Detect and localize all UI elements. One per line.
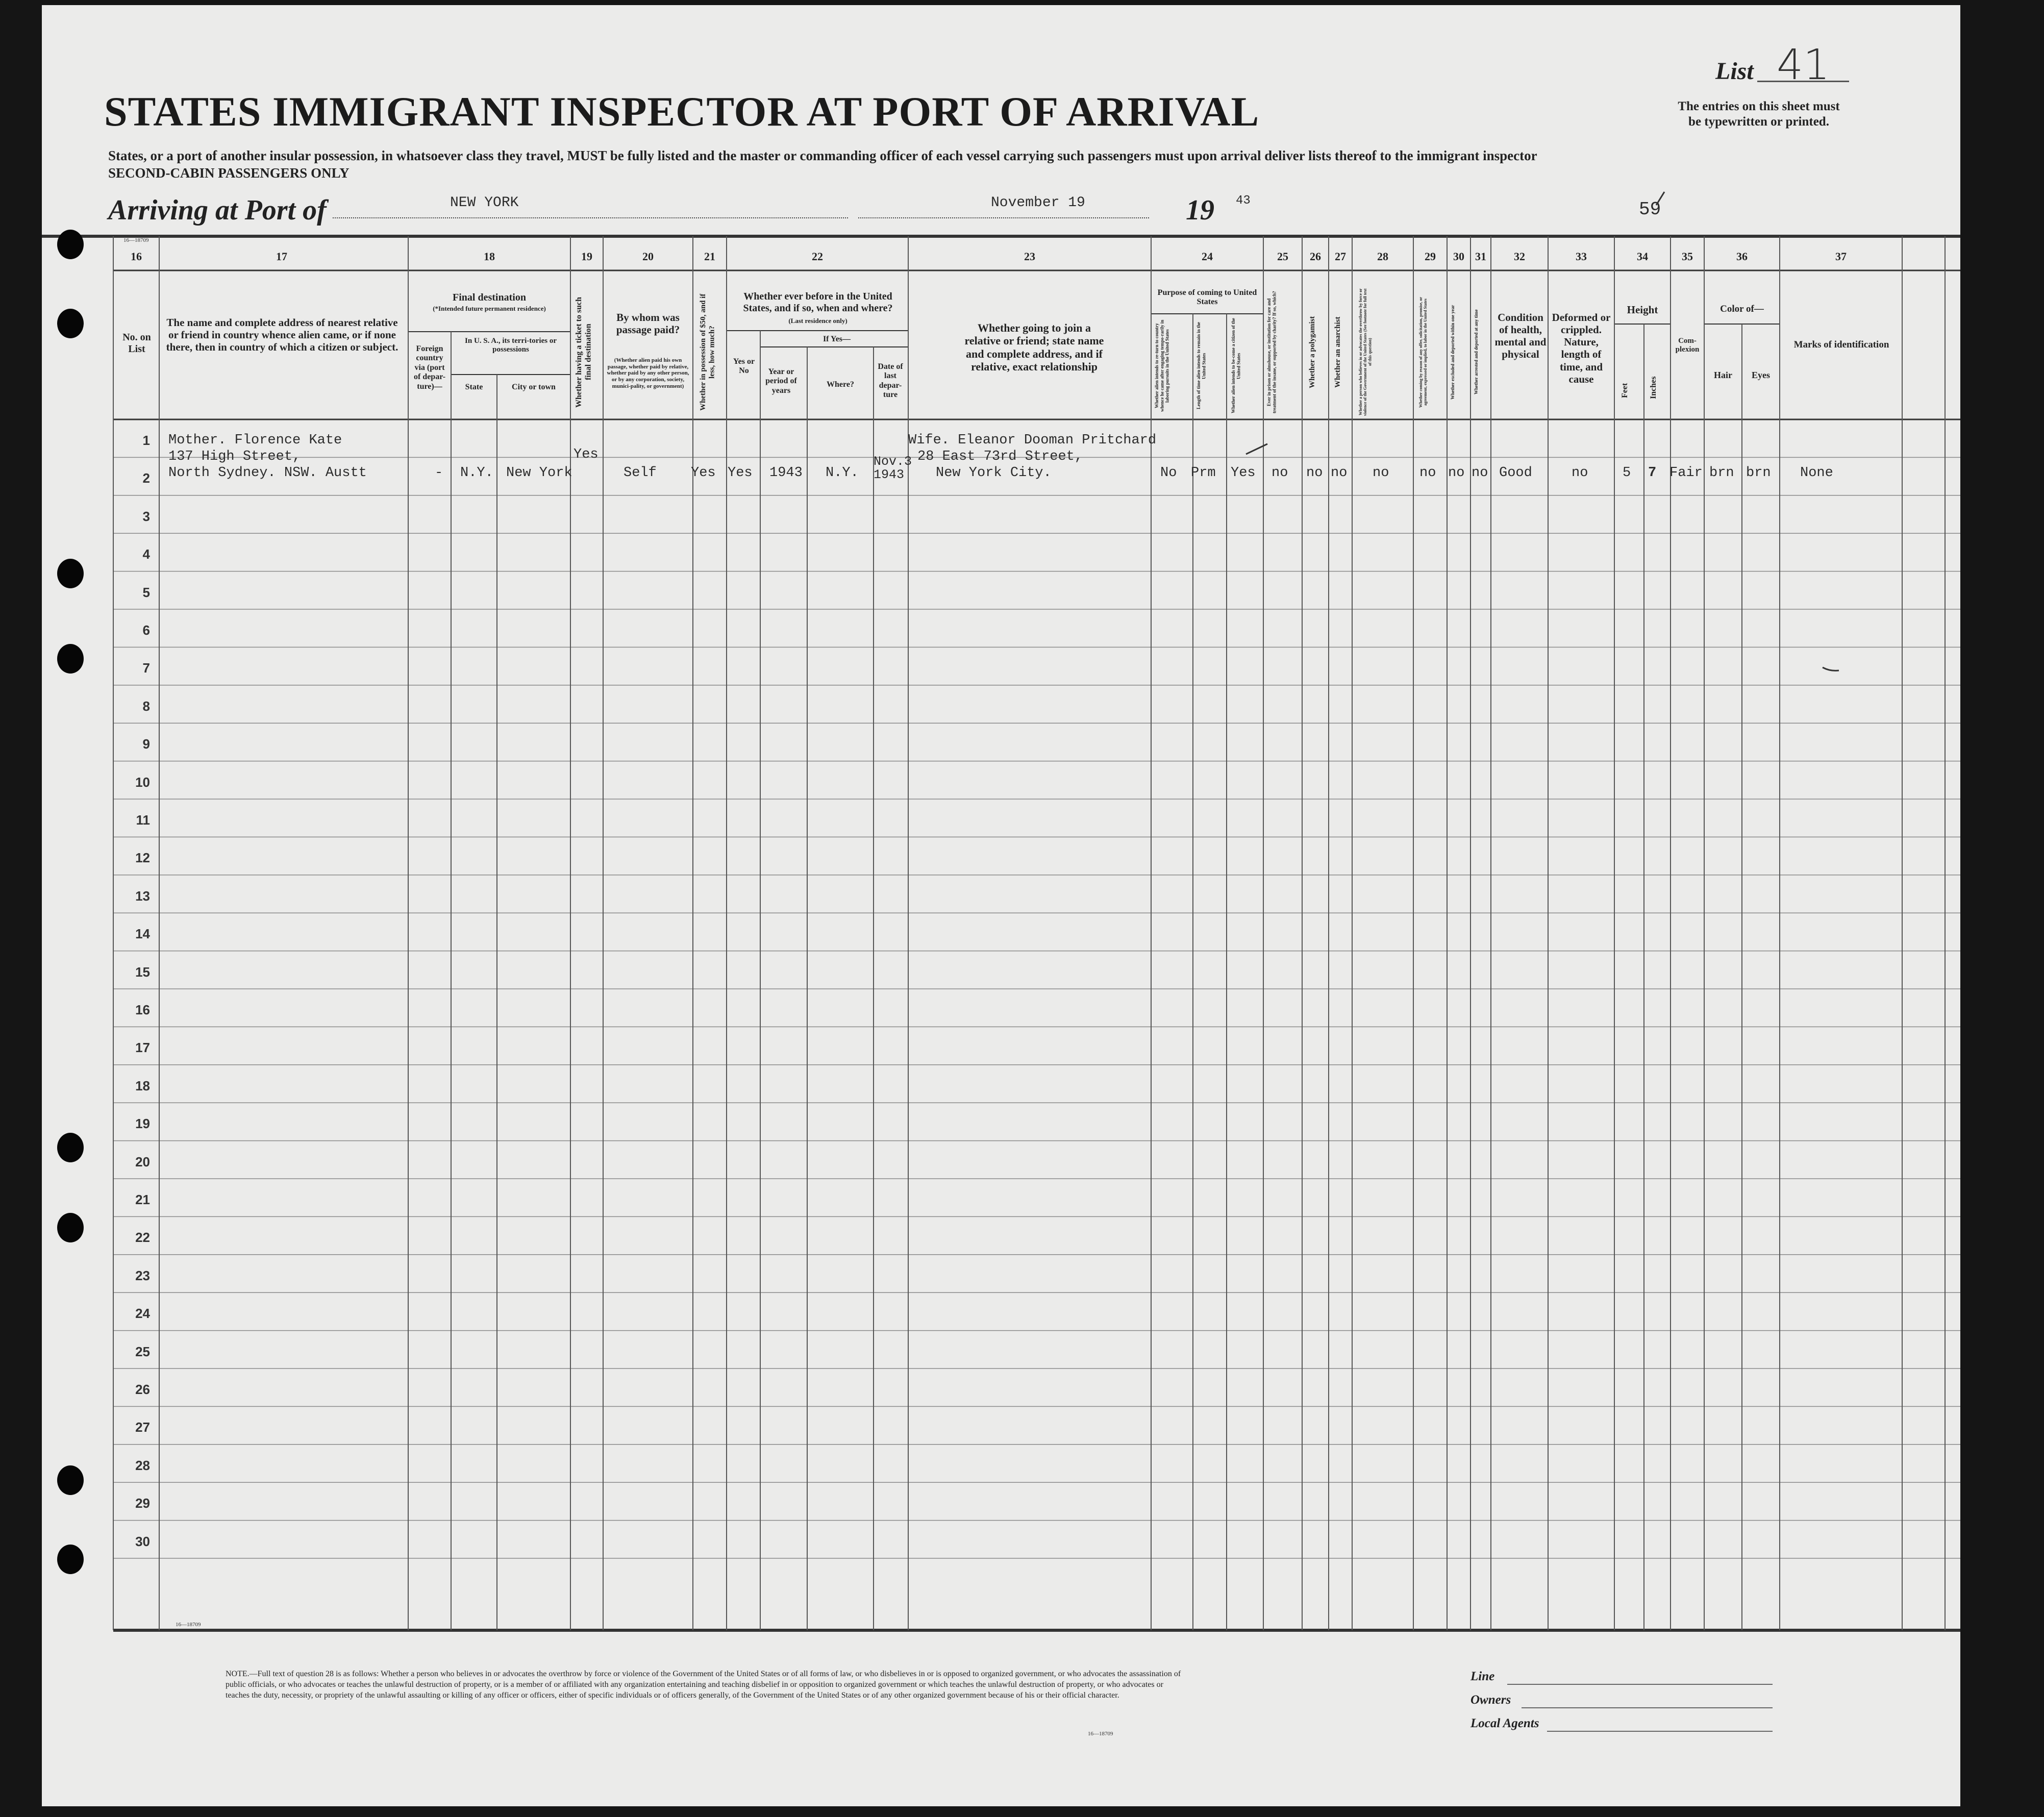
anarchist-value: no: [1331, 465, 1348, 481]
col-33-header: Deformed or crippled. Nature, length of time, and cause: [1552, 311, 1611, 385]
polygamist-value: no: [1306, 465, 1323, 481]
relative-line-3: North Sydney. NSW. Austt: [168, 465, 367, 481]
col-25-header: Ever in prison or almshouse, or institution for care and treatment of the insane, or supported by charity? If so, which?: [1266, 291, 1277, 413]
hair-value: brn: [1709, 465, 1734, 481]
col-19-header: Whether having a ticket to such final destination: [575, 296, 593, 408]
marks-value: None: [1800, 465, 1833, 481]
col-num-21: 21: [704, 250, 715, 263]
row-number: 1: [142, 433, 150, 448]
eyes-value: brn: [1746, 465, 1771, 481]
form-code-top: 16—18709: [123, 237, 149, 243]
col-30-header: Whether excluded and deported within one year: [1450, 305, 1455, 400]
city-value: New York: [506, 465, 572, 481]
foreign-via: -: [435, 465, 443, 481]
list-number: 41: [1777, 41, 1830, 89]
row-number: 28: [135, 1457, 150, 1473]
col-29-header: Whether coming by reason of any offer, solicitation, promise, or agreement, expressed or implied, to labor in the United States: [1418, 296, 1428, 408]
owners-label: Owners: [1470, 1693, 1511, 1707]
col-22-where: Where?: [827, 380, 854, 389]
row-number: 24: [135, 1306, 150, 1322]
last-departure-1: Nov.3: [874, 454, 912, 469]
row-number: 21: [135, 1192, 150, 1207]
col-num-20: 20: [642, 250, 654, 263]
joining-line-3: New York City.: [936, 465, 1052, 481]
ever-before-value: Yes: [728, 465, 753, 481]
col-35-header: Com-plexion: [1675, 337, 1700, 354]
prison-value: no: [1272, 465, 1288, 481]
col-num-16: 16: [131, 250, 142, 263]
row-number: 15: [135, 964, 150, 980]
row-number: 22: [135, 1230, 150, 1246]
arrested-value: no: [1472, 465, 1488, 481]
row-number: 11: [136, 812, 150, 828]
deformed-value: no: [1572, 465, 1588, 481]
row-number: 13: [135, 888, 150, 904]
where-value: N.Y.: [826, 465, 859, 481]
relative-line-1: Mother. Florence Kate: [168, 433, 342, 448]
form-code-footer: 16—18709: [1088, 1731, 1113, 1737]
col-24-length: Length of time alien intends to remain in the United States: [1196, 322, 1207, 410]
col-18-state: State: [465, 383, 483, 391]
binder-hole: [57, 644, 84, 674]
overthrow-value: no: [1373, 465, 1389, 481]
cabin-class: SECOND-CABIN PASSENGERS ONLY: [108, 165, 350, 181]
row-number: 5: [142, 584, 150, 600]
row-number: 26: [135, 1382, 150, 1397]
col-num-25: 25: [1277, 250, 1288, 263]
col-num-22: 22: [812, 250, 823, 263]
col-num-28: 28: [1377, 250, 1388, 263]
col-31-header: Whether arrested and deported at any time: [1474, 309, 1479, 395]
list-label: List: [1715, 58, 1754, 85]
owners-field: [1522, 1707, 1773, 1708]
col-18-title: Final destination: [453, 292, 526, 303]
row-number: 12: [135, 850, 150, 866]
col-22-year: Year or period of years: [765, 367, 797, 395]
row-number: 19: [135, 1116, 150, 1132]
row-number: 23: [135, 1267, 150, 1283]
row-number: 30: [135, 1533, 150, 1549]
col-22-subtitle: (Last residence only): [788, 317, 847, 325]
col-18-usa: In U. S. A., its terri-tories or possessions: [465, 337, 557, 354]
form-code-bottom: 16—18709: [176, 1622, 201, 1628]
line-label: Line: [1470, 1670, 1495, 1683]
col-18-city: City or town: [512, 383, 556, 391]
row-number: 25: [135, 1343, 150, 1359]
col-num-35: 35: [1682, 250, 1693, 263]
return-intent-value: No: [1160, 465, 1177, 481]
excluded-value: no: [1448, 465, 1465, 481]
year-value: 1943: [769, 465, 803, 481]
binder-hole: [57, 1545, 84, 1574]
col-num-32: 32: [1514, 250, 1525, 263]
col-23-header: Whether going to join a relative or friend; state name and complete address, and if relative, exact relationship: [964, 321, 1104, 373]
row-number: 6: [142, 623, 150, 638]
col-18-foreign: Foreign country via (port of depar-ture)—: [413, 344, 446, 391]
row-number: 16: [135, 1002, 150, 1017]
col-num-17: 17: [276, 250, 287, 263]
length-of-stay-value: Prm: [1191, 465, 1216, 481]
ticket-value: Yes: [574, 447, 599, 462]
paid-by-value: Self: [624, 465, 657, 481]
row-number: 9: [142, 736, 150, 752]
pen-marks: [42, 5, 1960, 1806]
binder-hole: [57, 559, 84, 588]
row-number: 7: [142, 660, 150, 676]
row-number: 10: [135, 774, 150, 790]
col-num-27: 27: [1335, 250, 1346, 263]
fifty-dollars-value: Yes: [691, 465, 716, 481]
page-title: STATES IMMIGRANT INSPECTOR AT PORT OF ARRIVAL: [104, 88, 1260, 135]
col-24-citizen: Whether alien intends to be-come a citizen of the United States: [1231, 318, 1241, 414]
col-num-29: 29: [1425, 250, 1436, 263]
col-36-title: Color of—: [1720, 304, 1764, 314]
col-17-header: The name and complete address of nearest relative or friend in country whence alien came, or if none there, then in country of which a citizen or subject.: [166, 316, 398, 354]
agents-field: [1547, 1731, 1773, 1732]
port-value: NEW YORK: [450, 195, 519, 211]
col-24-return: Whether alien intends to re-turn to country whence he came after engaging tempo-rarily in laboring pursuits in the United States: [1154, 319, 1170, 412]
citizen-intent-value: Yes: [1231, 465, 1256, 481]
col-24-title: Purpose of coming to United States: [1157, 288, 1257, 307]
state-value: N.Y.: [460, 465, 493, 481]
row-number: 14: [135, 926, 150, 942]
col-num-19: 19: [581, 250, 592, 263]
instruction-text: States, or a port of another insular possession, in whatsoever class they travel, MUST be fully listed and the master or commanding officer of each vessel carrying such passengers must upon arrival deliver lists thereof to the immigrant inspector: [108, 148, 1537, 163]
col-22-title: Whether ever before in the United States, and if so, when and where?: [743, 291, 893, 314]
joining-line-1: Wife. Eleanor Dooman Pritchard: [908, 433, 1157, 448]
entries-note: The entries on this sheet must be typewritten or printed.: [1678, 99, 1840, 129]
col-26-header: Whether a polygamist: [1308, 316, 1316, 388]
col-37-header: Marks of identification: [1793, 339, 1889, 350]
col-28-header: Whether a person who believes in or advocates the overthrow by force or violence of the Government of the United States (See footnote for full text of this question): [1358, 288, 1373, 416]
row-number: 2: [142, 470, 150, 486]
footnote: NOTE.—Full text of question 28 is as follows: Whether a person who believes in or advocates the overthrow by force or violence of the Government of the United States or of all forms of law, or who disbelieves in or is opposed to organized government, or who advocates the assassination of public officials, or who advocates or teaches the unlawful destruction of property, or is a member of or affiliated with any organization entertaining and teaching disbelief in or opposition to organized government or which teaches the unlawful destruction of property, or who advocates or teaches the duty, necessity, or propriety of the unlawful assaulting or killing of any officer or officers, either of specific individuals or of officers generally, of the Government of the United States or of any other organized government because of his or their official character.: [226, 1670, 1181, 1700]
col-num-23: 23: [1024, 250, 1035, 263]
col-num-30: 30: [1453, 250, 1464, 263]
col-18-subtitle: (*Intended future permanent residence): [433, 305, 546, 312]
line-field: [1507, 1684, 1773, 1685]
row-number: 4: [142, 546, 150, 562]
labor-offer-value: no: [1419, 465, 1436, 481]
col-34-title: Height: [1627, 304, 1658, 316]
col-16-header: No. on List: [122, 332, 151, 355]
year-suffix: 43: [1236, 194, 1251, 208]
col-num-26: 26: [1310, 250, 1321, 263]
year-prefix: 19: [1186, 194, 1214, 226]
col-20-title: By whom was passage paid?: [616, 311, 680, 336]
row-number: 8: [142, 698, 150, 714]
row-number: 18: [135, 1078, 150, 1093]
manifest-sheet: [42, 5, 1960, 1806]
col-num-18: 18: [484, 250, 495, 263]
complexion-value: Fair: [1669, 465, 1703, 481]
col-num-31: 31: [1475, 250, 1486, 263]
col-34-inches: Inches: [1649, 376, 1658, 400]
row-number: 29: [135, 1496, 150, 1511]
col-36-eyes: Eyes: [1752, 370, 1770, 380]
col-num-36: 36: [1736, 250, 1748, 263]
last-departure-2: 1943: [874, 467, 905, 482]
col-num-34: 34: [1637, 250, 1648, 263]
col-20-subtitle: (Whether alien paid his own passage, whether paid by relative, whether paid by any other person, or by any corporation, society, munici-pality, or government): [607, 357, 689, 389]
col-num-24: 24: [1202, 250, 1213, 263]
page-number: 59: [1639, 199, 1661, 220]
date-value: November 19: [991, 195, 1085, 211]
col-22-date: Date of last depar-ture: [878, 362, 903, 400]
col-36-hair: Hair: [1714, 370, 1732, 380]
binder-hole: [57, 1465, 84, 1495]
binder-hole: [57, 309, 84, 338]
col-num-37: 37: [1835, 250, 1847, 263]
col-num-33: 33: [1576, 250, 1587, 263]
row-number: 3: [142, 508, 150, 524]
arriving-label: Arriving at Port of: [108, 194, 327, 226]
agents-label: Local Agents: [1470, 1716, 1539, 1730]
binder-hole: [57, 1213, 84, 1242]
height-feet-value: 5: [1623, 465, 1631, 481]
col-22-yesno: Yes or No: [733, 357, 755, 376]
binder-hole: [57, 1133, 84, 1162]
joining-line-2: 28 East 73rd Street,: [917, 449, 1083, 464]
binder-hole: [57, 230, 84, 259]
col-27-header: Whether an anarchist: [1334, 316, 1342, 388]
health-value: Good: [1499, 465, 1532, 481]
col-21-header: Whether in possession of $50, and if less, how much?: [699, 293, 716, 411]
height-inches-value: 7: [1648, 465, 1657, 481]
row-number: 27: [135, 1420, 150, 1435]
relative-line-2: 137 High Street,: [168, 449, 301, 464]
col-34-feet: Feet: [1621, 383, 1629, 398]
col-22-ifyes: If Yes—: [822, 335, 851, 343]
col-32-header: Condition of health, mental and physical: [1494, 311, 1547, 361]
row-number: 20: [135, 1154, 150, 1169]
row-number: 17: [135, 1040, 150, 1056]
